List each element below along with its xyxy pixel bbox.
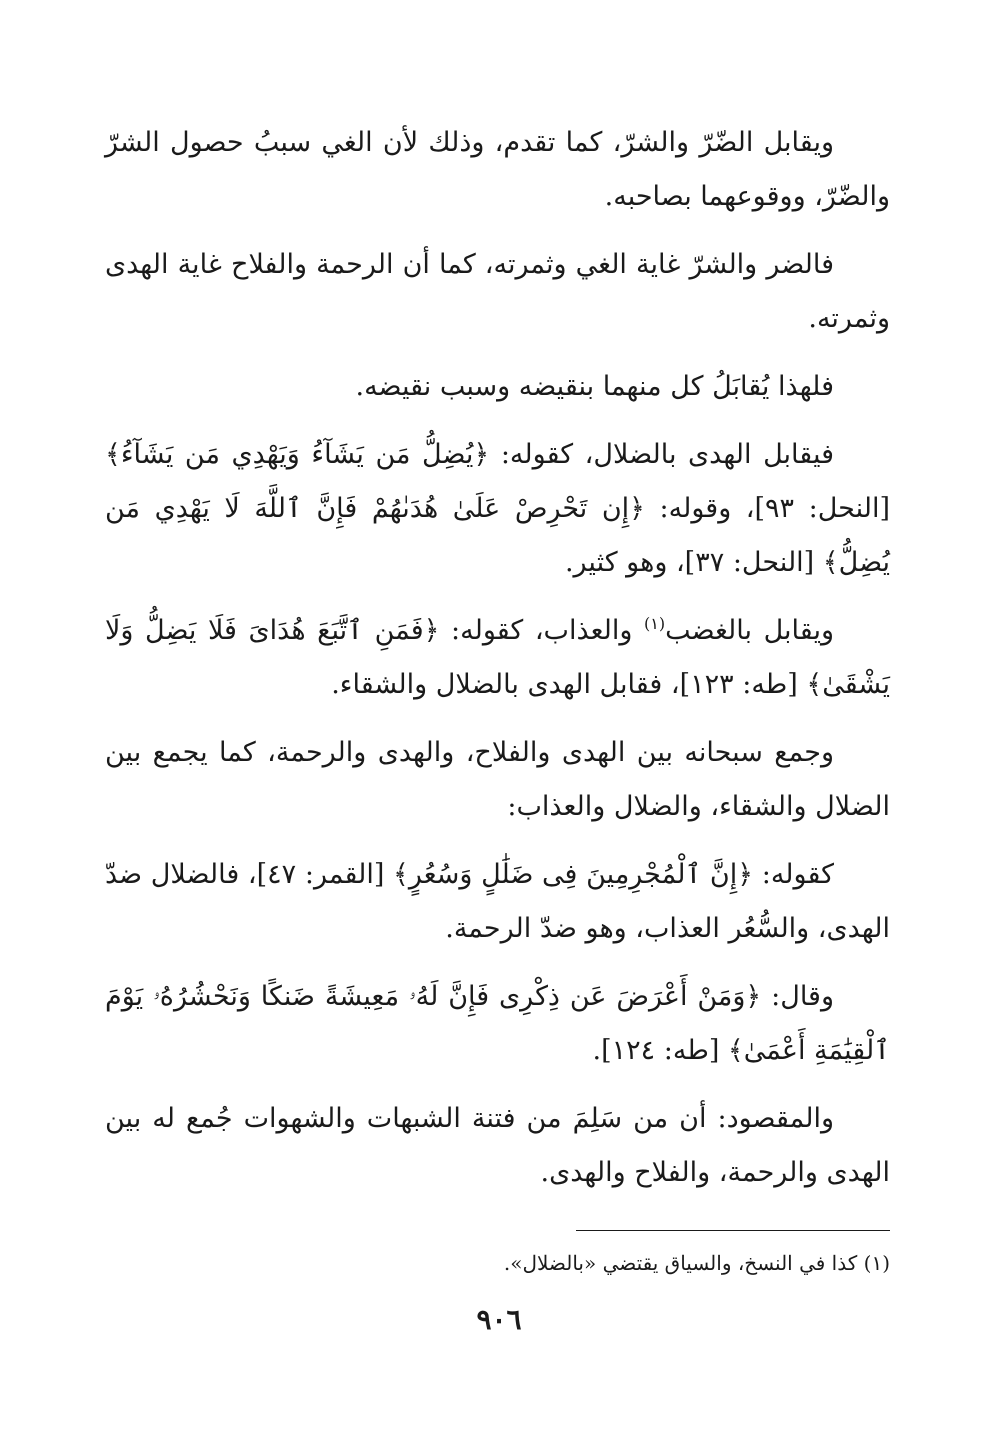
paragraph-4: فيقابل الهدى بالضلال، كقوله: ﴿يُضِلُّ مَن يَشَآءُ وَيَهْدِي مَن يَشَآءُ﴾ [النحل: ٩٣]، وقوله: ﴿إِن تَحْرِصْ عَلَىٰ هُدَىٰهُمْ فَإِنَّ ٱللَّهَ لَا يَهْدِي مَن يُضِلُّ﴾ [النحل: ٣٧]، وهو كثير.: [105, 439, 890, 578]
footnote-text: كذا في النسخ، والسياق يقتضي «بالضلال».: [503, 1251, 858, 1275]
main-text: [105, 116, 890, 1214]
footnote: [105, 1246, 890, 1280]
footnote-reference: (١): [644, 614, 666, 633]
footnote-marker: (١): [863, 1251, 890, 1275]
paragraph-9: والمقصود: أن من سَلِمَ من فتنة الشبهات والشهوات جُمع له بين الهدى والرحمة، والفلاح والهدى.: [105, 1103, 890, 1188]
page-number: ٩٠٦: [476, 1303, 522, 1336]
paragraph-6: وجمع سبحانه بين الهدى والفلاح، والهدى والرحمة، كما يجمع بين الضلال والشقاء، والضلال والعذاب:: [105, 737, 890, 822]
paragraph-5: ويقابل بالغضب$^{(١)}$ والعذاب، كقوله: ﴿فَمَنِ ٱتَّبَعَ هُدَاىَ فَلَا يَضِلُّ وَلَا يَشْقَىٰ﴾ [طه: ١٢٣]، فقابل الهدى بالضلال والشقاء.: [105, 614, 890, 700]
footnote-divider: [576, 1230, 890, 1231]
paragraph-8: وقال: ﴿وَمَنْ أَعْرَضَ عَن ذِكْرِى فَإِنَّ لَهُۥ مَعِيشَةً ضَنكًا وَنَحْشُرُهُۥ يَوْمَ ٱلْقِيَٰمَةِ أَعْمَىٰ﴾ [طه: ١٢٤].: [105, 981, 890, 1066]
paragraph-2: فالضر والشرّ غاية الغي وثمرته، كما أن الرحمة والفلاح غاية الهدى وثمرته.: [105, 249, 890, 334]
paragraph-1: ويقابل الضّرّ والشرّ، كما تقدم، وذلك لأن الغي سببُ حصول الشرّ والضّرّ، ووقوعهما بصاحبه.: [105, 127, 890, 212]
paragraph-7: كقوله: ﴿إِنَّ ٱلْمُجْرِمِينَ فِى ضَلَٰلٍ وَسُعُرٍ﴾ [القمر: ٤٧]، فالضلال ضدّ الهدى، والسُّعُر العذاب، وهو ضدّ الرحمة.: [105, 859, 890, 944]
paragraph-3: فلهذا يُقابَلُ كل منهما بنقيضه وسبب نقيضه.: [355, 371, 834, 402]
